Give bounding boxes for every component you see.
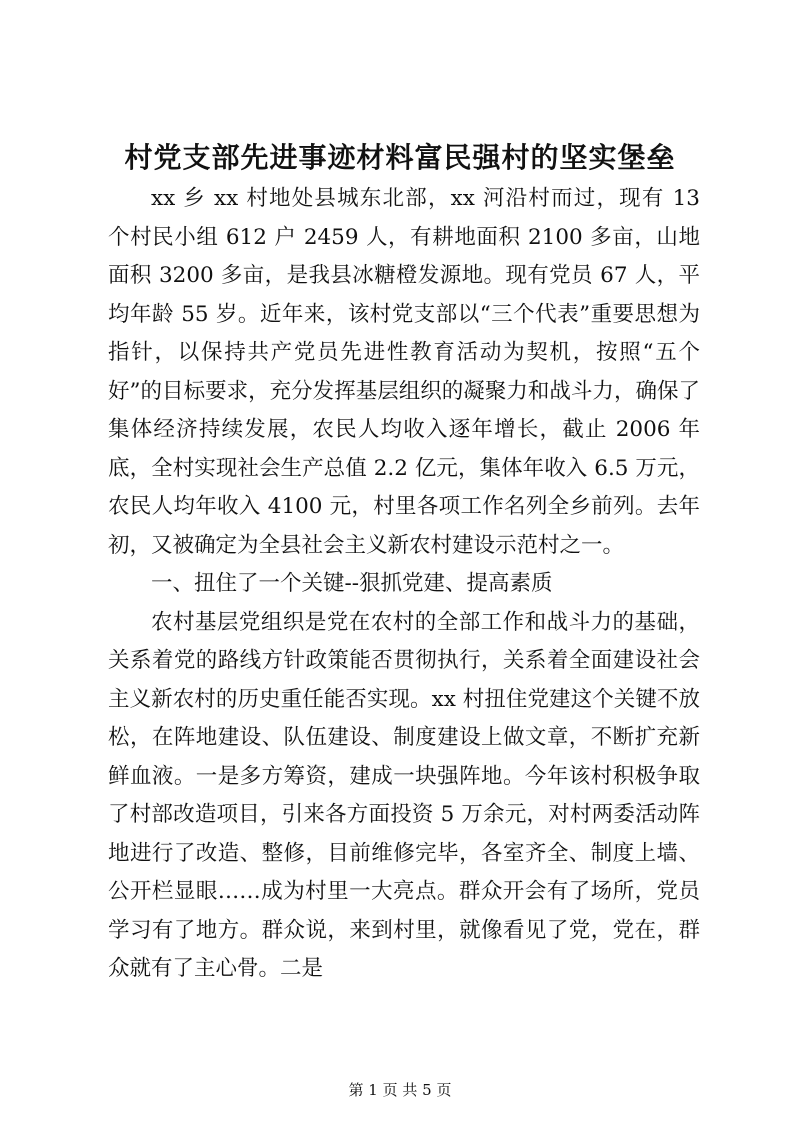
document-body bbox=[108, 180, 700, 989]
body-paragraph: 农村基层党组织是党在农村的全部工作和战斗力的基础，关系着党的路线方针政策能否贯彻执行，关系着全面建设社会主义新农村的历史重任能否实现。xx 村扭住党建这个关键不放松，在阵地建设、队伍建设、制度建设上做文章，不断扩充新鲜血液。一是多方筹资，建成一块强阵地。今年该村积极争取了村部改造项目，引来各方面投资 5 万余元，对村两委活动阵地进行了改造、整修，目前维修完毕，各室齐全、制度上墙、公开栏显眼……成为村里一大亮点。群众开会有了场所，党员学习有了地方。群众说，来到村里，就像看见了党，党在，群众就有了主心骨。二是 bbox=[108, 609, 700, 981]
intro-paragraph: xx 乡 xx 村地处县城东北部，xx 河沿村而过，现有 13 个村民小组 612 户 2459 人，有耕地面积 2100 多亩，山地面积 3200 多亩，是我县冰糖橙发源地。现有党员 67 人，平均年龄 55 岁。近年来，该村党支部以“三个代表”重要思想为指针，以保持共产党员先进性教育活动为契机，按照“五个好”的目标要求，充分发挥基层组织的凝聚力和战斗力，确保了集体经济持续发展，农民人均收入逐年增长，截止 2006 年底，全村实现社会生产总值 2.2 亿元，集体年收入 6.5 万元，农民人均年收入 4100 元，村里各项工作名列全乡前列。去年初，又被确定为全县社会主义新农村建设示范村之一。 bbox=[108, 186, 700, 558]
section-heading: 一、扭住了一个关键--狠抓党建、提高素质 bbox=[151, 571, 553, 596]
document-title: 村党支部先进事迹材料富民强村的坚实堡垒 bbox=[124, 141, 676, 174]
page-footer: 第 1 页 共 5 页 bbox=[348, 1081, 452, 1099]
